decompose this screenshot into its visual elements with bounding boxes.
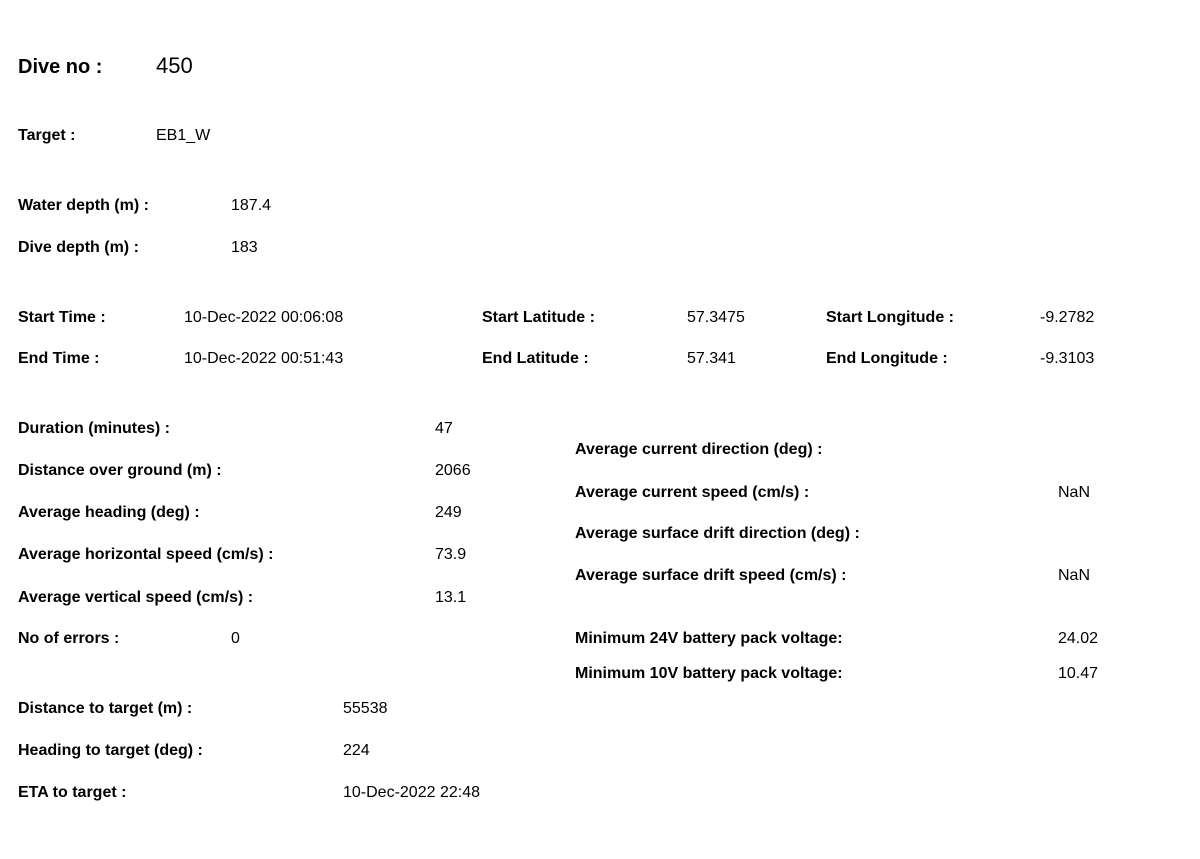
end-time-label: End Time : xyxy=(18,350,100,367)
battery-10v-label: Minimum 10V battery pack voltage: xyxy=(575,665,843,682)
heading-to-target-label: Heading to target (deg) : xyxy=(18,742,203,759)
current-direction-label: Average current direction (deg) : xyxy=(575,441,823,458)
distance-to-target-value: 55538 xyxy=(343,700,388,717)
dive-no-label: Dive no : xyxy=(18,56,103,78)
dive-depth-label: Dive depth (m) : xyxy=(18,239,139,256)
end-latitude-label: End Latitude : xyxy=(482,350,589,367)
average-vertical-speed-label: Average vertical speed (cm/s) : xyxy=(18,589,254,606)
battery-10v-value: 10.47 xyxy=(1058,665,1099,682)
start-time-label: Start Time : xyxy=(18,309,106,326)
start-time-value: 10-Dec-2022 00:06:08 xyxy=(184,309,344,326)
average-heading-label: Average heading (deg) : xyxy=(18,504,200,521)
end-longitude-label: End Longitude : xyxy=(826,350,948,367)
no-of-errors-value: 0 xyxy=(231,630,240,647)
distance-over-ground-value: 2066 xyxy=(435,462,471,479)
distance-to-target-label: Distance to target (m) : xyxy=(18,700,193,717)
end-time-value: 10-Dec-2022 00:51:43 xyxy=(184,350,344,367)
dive-depth-value: 183 xyxy=(231,239,258,256)
start-longitude-label: Start Longitude : xyxy=(826,309,954,326)
current-speed-value: NaN xyxy=(1058,484,1091,501)
start-latitude-value: 57.3475 xyxy=(687,309,745,326)
surface-drift-speed-label: Average surface drift speed (cm/s) : xyxy=(575,567,847,584)
average-vertical-speed-value: 13.1 xyxy=(435,589,467,606)
water-depth-value: 187.4 xyxy=(231,197,272,214)
battery-24v-value: 24.02 xyxy=(1058,630,1099,647)
duration-label: Duration (minutes) : xyxy=(18,420,170,437)
start-longitude-value: -9.2782 xyxy=(1040,309,1095,326)
duration-value: 47 xyxy=(435,420,453,437)
start-latitude-label: Start Latitude : xyxy=(482,309,595,326)
end-latitude-value: 57.341 xyxy=(687,350,736,367)
average-horizontal-speed-value: 73.9 xyxy=(435,546,467,563)
end-longitude-value: -9.3103 xyxy=(1040,350,1095,367)
current-speed-label: Average current speed (cm/s) : xyxy=(575,484,810,501)
distance-over-ground-label: Distance over ground (m) : xyxy=(18,462,222,479)
target-label: Target : xyxy=(18,127,76,144)
average-horizontal-speed-label: Average horizontal speed (cm/s) : xyxy=(18,546,274,563)
eta-to-target-value: 10-Dec-2022 22:48 xyxy=(343,784,480,801)
surface-drift-speed-value: NaN xyxy=(1058,567,1091,584)
surface-drift-direction-label: Average surface drift direction (deg) : xyxy=(575,525,860,542)
no-of-errors-label: No of errors : xyxy=(18,630,120,647)
average-heading-value: 249 xyxy=(435,504,462,521)
battery-24v-label: Minimum 24V battery pack voltage: xyxy=(575,630,843,647)
target-value: EB1_W xyxy=(156,127,211,144)
dive-no-value: 450 xyxy=(156,53,193,78)
heading-to-target-value: 224 xyxy=(343,742,370,759)
eta-to-target-label: ETA to target : xyxy=(18,784,127,801)
water-depth-label: Water depth (m) : xyxy=(18,197,149,214)
